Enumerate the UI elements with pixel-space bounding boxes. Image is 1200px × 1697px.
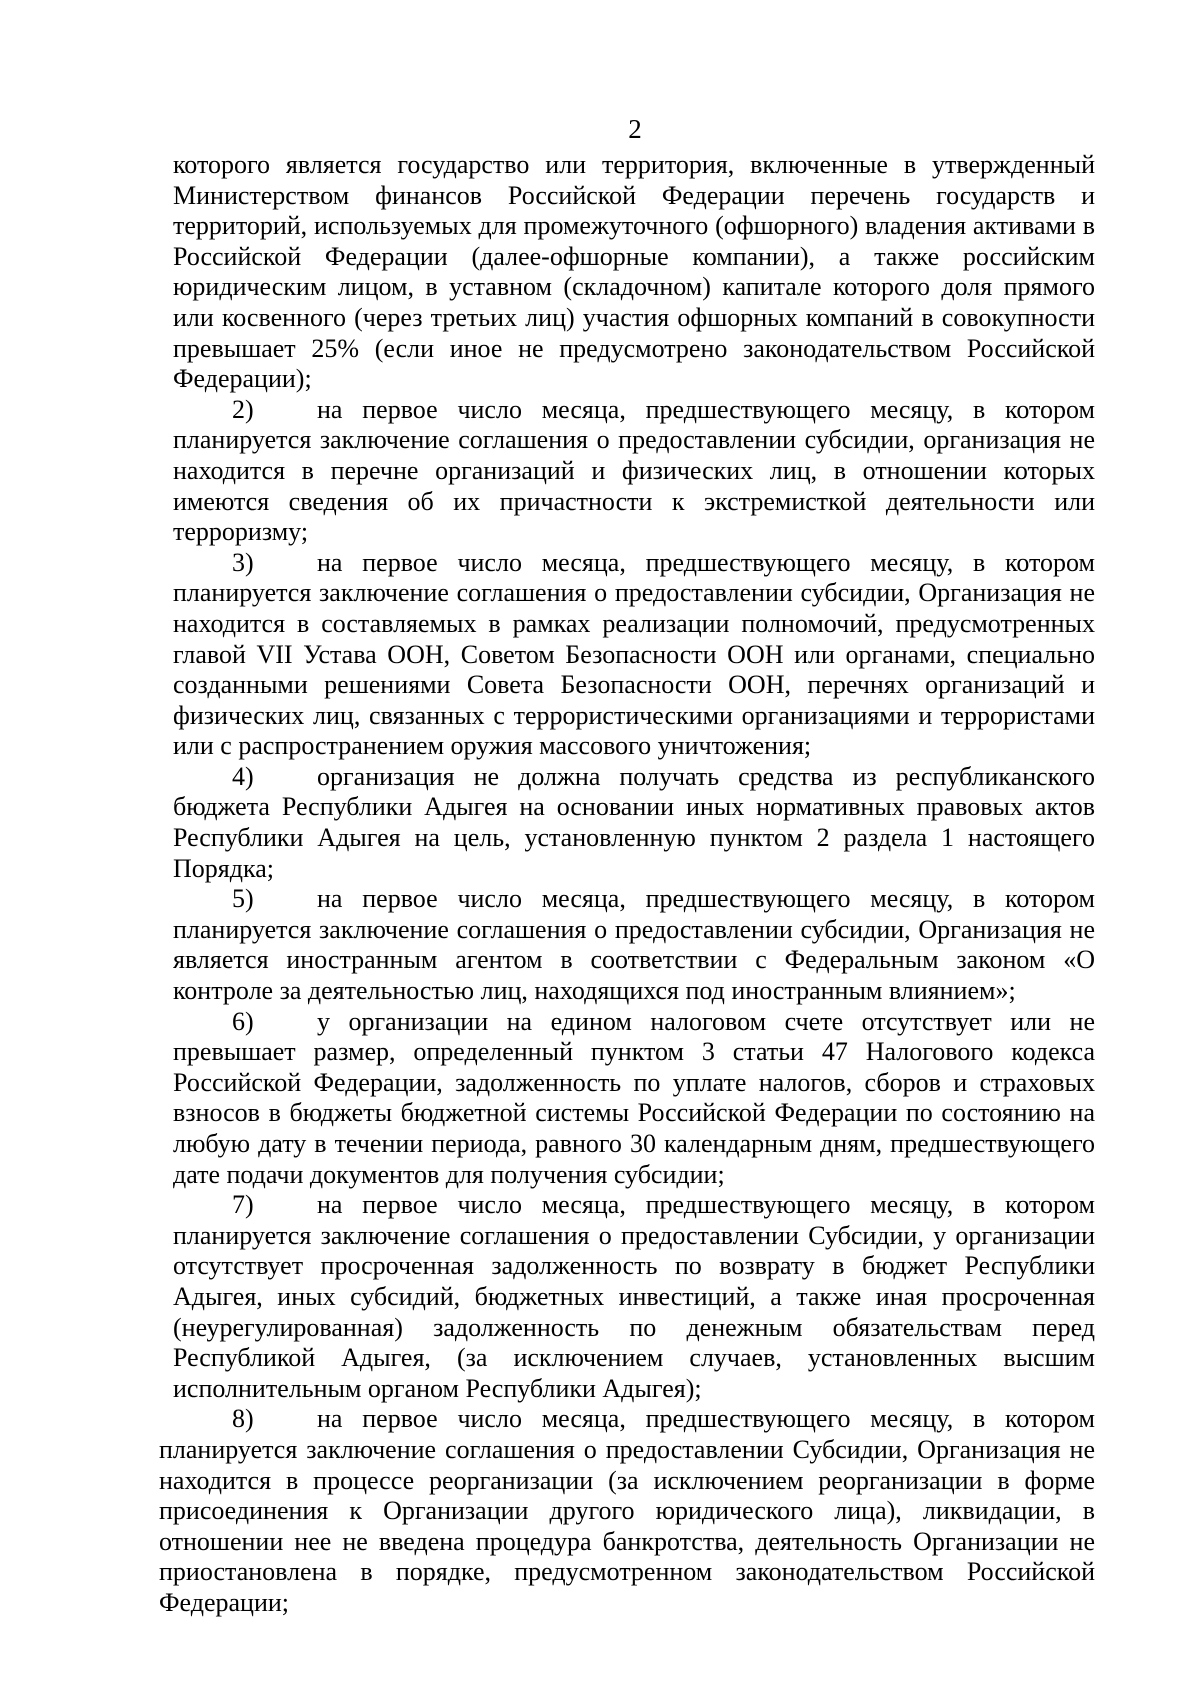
item-text: на первое число месяца, предшествующего месяцу, в котором планируется заключение соглашения о предоставлении субсидии, Организация не находится в составляемых в рамках реализации полномочий, предусмотренных главой VII Устава ООН, Советом Безопасности ООН или органами, специально созданными решениями Совета Безопасности ООН, перечнях организаций и физических лиц, связанных с террористическими организациями и террористами или с распространением оружия массового уничтожения;: [173, 547, 1095, 761]
item-number: 8): [232, 1404, 254, 1434]
list-item-2: [173, 395, 1095, 548]
list-item-5: [173, 884, 1095, 1006]
item-number: 7): [232, 1190, 254, 1220]
list-item-4: [173, 762, 1095, 884]
item-number: 2): [232, 394, 254, 424]
list-item-6: [173, 1007, 1095, 1191]
item-number: 5): [232, 884, 254, 914]
item-text: на первое число месяца, предшествующего месяцу, в котором планируется заключение соглашения о предоставлении Субсидии, у организации отсутствует просроченная задолженность по возврату в бюджет Республики Адыгея, иных субсидий, бюджетных инвестиций, а также иная просроченная (неурегулированная) задолженность по денежным обязательствам перед Республикой Адыгея, (за исключением случаев, установленных высшим исполнительным органом Республики Адыгея);: [173, 1190, 1095, 1403]
item-number: 6): [232, 1006, 254, 1036]
item-text: на первое число месяца, предшествующего месяцу, в котором планируется заключение соглашения о предоставлении Субсидии, Организация не находится в процессе реорганизации (за исключением реорганизации в форме присоединения к Организации другого юридического лица), ликвидации, в отношении нее не введена процедура банкротства, деятельность Организации не приостановлена в порядке, предусмотренном законодательством Российской Федерации;: [159, 1404, 1095, 1617]
item-text: организация не должна получать средства из республиканского бюджета Республики Адыгея на основании иных нормативных правовых актов Республики Адыгея на цель, установленную пунктом 2 раздела 1 настоящего Порядка;: [173, 761, 1095, 883]
item-number: 3): [232, 547, 254, 577]
item-text: у организации на едином налоговом счете отсутствует или не превышает размер, определенный пунктом 3 статьи 47 Налогового кодекса Российской Федерации, задолженность по уплате налогов, сборов и страховых взносов в бюджеты бюджетной системы Российской Федерации по состоянию на любую дату в течении периода, равного 30 календарным дням, предшествующего дате подачи документов для получения субсидии;: [173, 1006, 1095, 1189]
item-text: на первое число месяца, предшествующего месяцу, в котором планируется заключение соглашения о предоставлении субсидии, Организация не является иностранным агентом в соответствии с Федеральным законом «О контроле за деятельностью лиц, находящихся под иностранным влиянием»;: [173, 884, 1095, 1006]
list-item-7: [173, 1190, 1095, 1404]
list-item-8: [159, 1404, 1095, 1618]
intro-paragraph: которого является государство или территория, включенные в утвержденный Министерством финансов Российской Федерации перечень государств и территорий, используемых для промежуточного (офшорного) владения активами в Российской Федерации (далее-офшорные компании), а также российским юридическим лицом, в уставном (складочном) капитале которого доля прямого или косвенного (через третьих лиц) участия офшорных компаний в совокупности превышает 25% (если иное не предусмотрено законодательством Российской Федерации);: [173, 150, 1095, 394]
page-number: 2: [628, 114, 642, 144]
list-item-3: [173, 548, 1095, 762]
document-body: [159, 150, 1095, 1619]
item-text: на первое число месяца, предшествующего месяцу, в котором планируется заключение соглашения о предоставлении субсидии, организация не находится в перечне организаций и физических лиц, в отношении которых имеются сведения об их причастности к экстремисткой деятельности или терроризму;: [173, 394, 1095, 547]
item-number: 4): [232, 761, 254, 791]
